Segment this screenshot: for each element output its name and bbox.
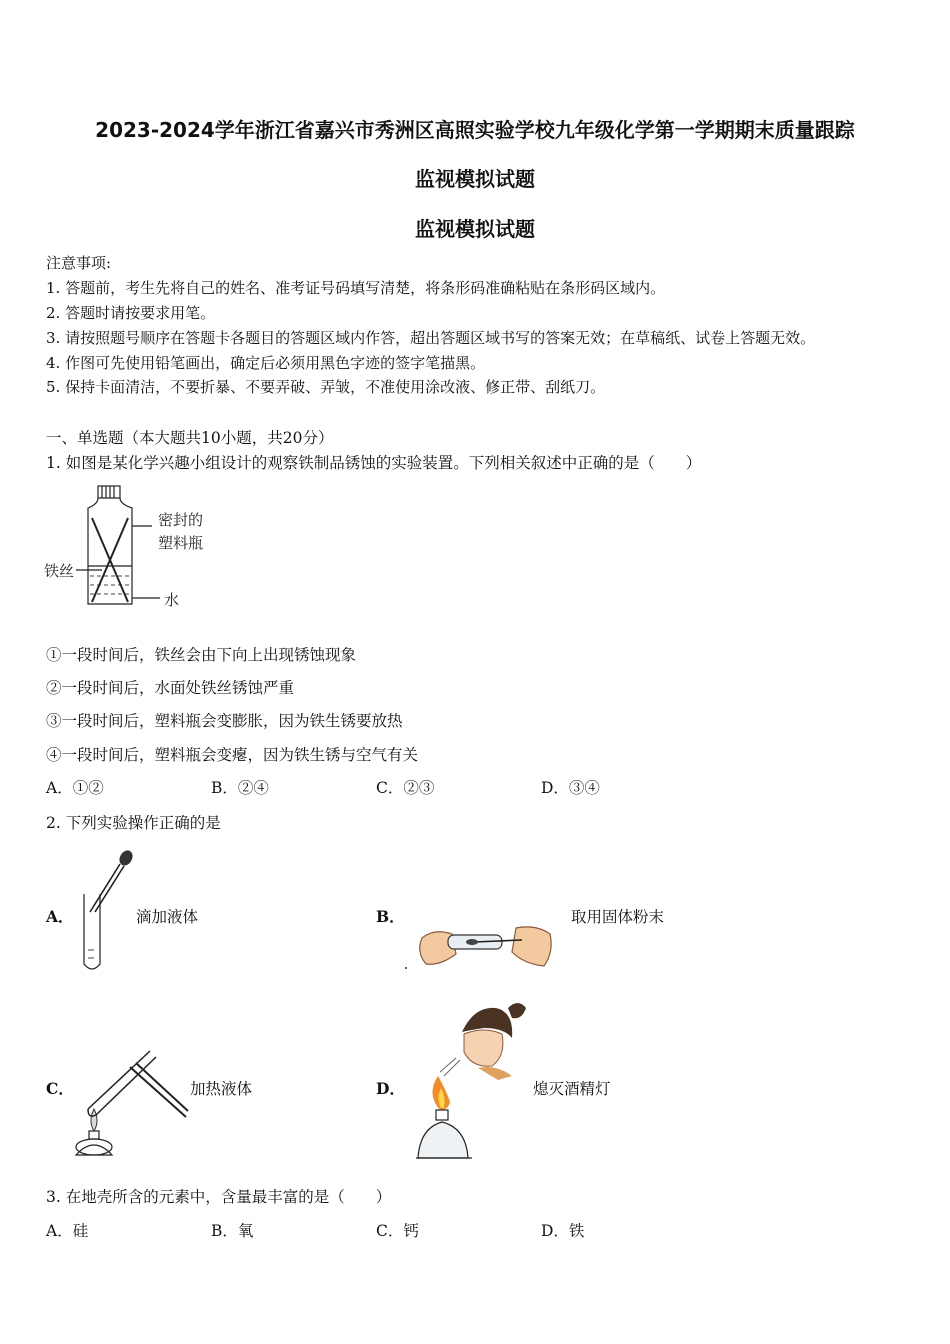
q3-option-b[interactable]: B．氧	[211, 1222, 254, 1240]
q1-statement: ④一段时间后，塑料瓶会变瘪，因为铁生锈与空气有关	[46, 746, 419, 764]
q2-option-c[interactable]: C．	[46, 1079, 74, 1098]
q2-option-d[interactable]: D．	[376, 1079, 405, 1098]
q3-option-c[interactable]: C．钙	[376, 1222, 419, 1240]
powder-spoon-icon	[404, 918, 560, 974]
exam-title-line3: 监视模拟试题	[415, 217, 535, 241]
q3-stem: 3. 在地壳所含的元素中，含量最丰富的是（ ）	[46, 1188, 392, 1206]
q1-option-b[interactable]: B．②④	[211, 779, 269, 797]
q2-option-a[interactable]: A．	[46, 907, 74, 926]
notice-item: 4. 作图可先使用铅笔画出，确定后必须用黑色字迹的签字笔描黑。	[46, 354, 486, 372]
q1-option-a[interactable]: A．①②	[46, 779, 104, 797]
notice-item: 2. 答题时请按要求用笔。	[46, 304, 216, 322]
q3-option-d[interactable]: D．铁	[541, 1222, 585, 1240]
q1-option-c[interactable]: C．②③	[376, 779, 435, 797]
heating-tube-icon	[70, 1043, 190, 1161]
exam-title-line2: 监视模拟试题	[415, 167, 535, 191]
q1-statement: ③一段时间后，塑料瓶会变膨胀，因为铁生锈要放热	[46, 712, 403, 730]
notice-heading: 注意事项:	[46, 254, 112, 272]
q2-caption-a: 滴加液体	[136, 908, 199, 926]
notice-item: 1. 答题前，考生先将自己的姓名、准考证号码填写清楚，将条形码准确粘贴在条形码区域内。	[46, 279, 666, 297]
q1-label-bottle: 塑料瓶	[158, 534, 204, 552]
q1-label-wire: 铁丝	[44, 562, 75, 580]
section-heading: 一、单选题（本大题共10小题，共20分）	[46, 429, 334, 447]
q1-label-bottle: 密封的	[158, 511, 204, 529]
q2-option-b[interactable]: B．	[376, 907, 405, 926]
q1-statement: ②一段时间后，水面处铁丝锈蚀严重	[46, 679, 295, 697]
q3-option-a[interactable]: A．硅	[46, 1222, 89, 1240]
notice-item: 3. 请按照题号顺序在答题卡各题目的答题区域内作答，超出答题区域书写的答案无效；在草稿纸、试卷上答题无效。	[46, 329, 816, 347]
q2-caption-b: 取用固体粉末	[571, 908, 665, 926]
lamp-blow-icon	[414, 998, 530, 1162]
dropper-icon	[76, 850, 136, 975]
q1-statement: ①一段时间后，铁丝会由下向上出现锈蚀现象	[46, 646, 357, 664]
q2-stem: 2. 下列实验操作正确的是	[46, 814, 221, 832]
q1-bottle-figure	[40, 482, 240, 617]
q1-stem: 1. 如图是某化学兴趣小组设计的观察铁制品锈蚀的实验装置。下列相关叙述中正确的是（ ）	[46, 454, 702, 472]
q1-label-water: 水	[164, 591, 180, 609]
exam-title-line1: 2023-2024学年浙江省嘉兴市秀洲区高照实验学校九年级化学第一学期期末质量跟踪	[95, 118, 855, 142]
q2-caption-c: 加热液体	[190, 1080, 253, 1098]
notice-item: 5. 保持卡面清洁，不要折暴、不要弄破、弄皱，不准使用涂改液、修正带、刮纸刀。	[46, 378, 606, 396]
q1-option-d[interactable]: D．③④	[541, 779, 600, 797]
q2-caption-d: 熄灭酒精灯	[533, 1080, 611, 1098]
